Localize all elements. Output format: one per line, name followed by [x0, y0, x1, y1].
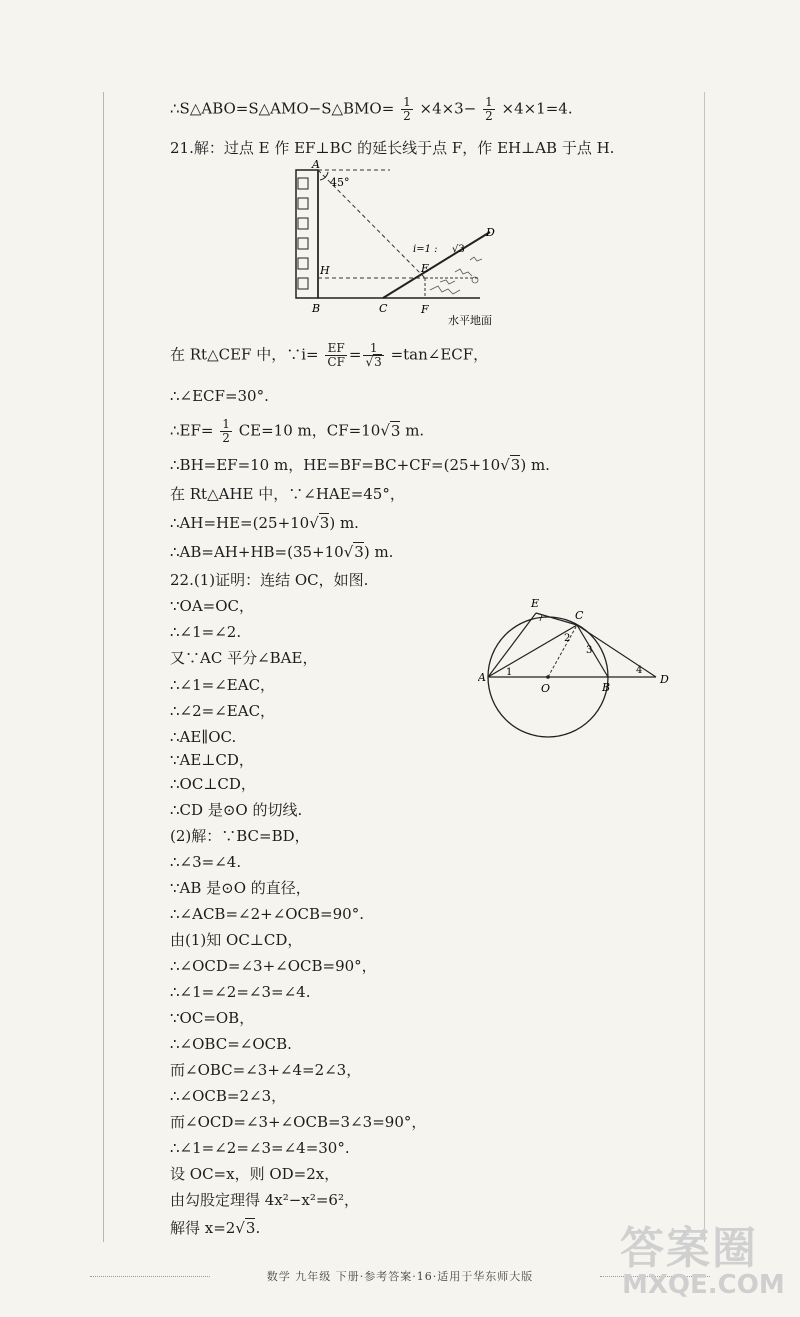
area-equation-end: ×4×1=4.: [501, 99, 573, 118]
proof-line: ∴∠1=∠2=∠3=∠4.: [170, 983, 311, 1001]
ef-over-cf-fraction: $\frac{EF}{CF}$: [327, 341, 345, 369]
angle-label-1: 1: [506, 667, 513, 678]
proof-line: 又∵AC 平分∠BAE，: [170, 649, 318, 667]
bh-he-line: ∴BH=EF=10 m，HE=BF=BC+CF=(25+10√3) m.: [170, 456, 550, 474]
label-D: D: [486, 226, 495, 239]
proof-line: 而∠OCD=∠3+∠OCB=3∠3=90°，: [170, 1113, 427, 1131]
label-B: B: [602, 681, 611, 694]
watermark-top-text: 答案圈: [620, 1223, 758, 1274]
proof-line: ∴OC⊥CD，: [170, 775, 256, 793]
proof-line: 设 OC=x，则 OD=2x，: [170, 1165, 340, 1183]
proof-line: ∴∠OCB=2∠3，: [170, 1087, 287, 1105]
label-C: C: [575, 609, 584, 622]
circle-tangent-figure: [478, 585, 698, 760]
label-C: C: [379, 302, 388, 315]
label-45-degree: 45°: [330, 176, 350, 189]
slope-ratio-root: √3: [452, 244, 465, 255]
proof-line: ∴∠2=∠EAC，: [170, 702, 276, 720]
label-D: D: [660, 673, 669, 686]
label-A: A: [312, 160, 320, 171]
label-E: E: [531, 597, 540, 610]
site-watermark: [612, 1200, 792, 1310]
q22-heading: 22.(1)证明：连结 OC，如图.: [170, 571, 369, 589]
label-H: H: [320, 264, 330, 277]
ab-result-line: ∴AB=AH+HB=(35+10√3) m.: [170, 543, 394, 561]
left-margin-rule: [103, 92, 104, 1242]
angle-label-4: 4: [636, 665, 643, 676]
proof-line: ∵OA=OC，: [170, 597, 255, 615]
rt-ahe-line: 在 Rt△AHE 中，∵∠HAE=45°，: [170, 485, 405, 503]
proof-line: ∴∠OCD=∠3+∠OCB=90°，: [170, 957, 377, 975]
proof-line: ∴CD 是⊙O 的切线.: [170, 801, 303, 819]
ground-label: 水平地面: [448, 314, 492, 327]
proof-line: ∵OC=OB，: [170, 1009, 255, 1027]
one-over-root3-fraction: $\frac{1}{√3}$: [365, 341, 382, 369]
label-O: O: [541, 682, 551, 695]
area-equation-start: ∴S△ABO=S△AMO−S△BMO=: [170, 99, 395, 118]
proof-line: (2)解：∵BC=BD，: [170, 827, 310, 845]
proof-line: 而∠OBC=∠3+∠4=2∠3，: [170, 1061, 362, 1079]
slope-building-figure: [290, 160, 520, 330]
proof-line: ∴∠1=∠2.: [170, 623, 242, 641]
half-fraction: $\frac{1}{2}$: [403, 95, 411, 123]
ef-cf-line: ∴EF= $\frac{1}{2}$ CE=10 m，CF=10√3 m.: [170, 417, 425, 445]
building-windows: [298, 178, 308, 289]
proof-line: ∴∠3=∠4.: [170, 853, 242, 871]
proof-line: ∴∠1=∠EAC，: [170, 676, 276, 694]
tan-equation-line: 在 Rt△CEF 中，∵i= $\frac{EF}{CF}$ = $\frac{1}{√3}$ =tan∠ECF，: [170, 341, 489, 369]
proof-line: ∴AE∥OC.: [170, 728, 237, 746]
solution-line: 解得 x=2√3.: [170, 1219, 261, 1237]
segment-CB: [577, 625, 608, 677]
ah-line: ∴AH=HE=(25+10√3) m.: [170, 514, 359, 532]
half-fraction: $\frac{1}{2}$: [222, 417, 230, 445]
slope-line-CD: [383, 232, 490, 298]
proof-line: ∴∠OBC=∠OCB.: [170, 1035, 292, 1053]
right-margin-rule: [704, 92, 705, 1242]
slope-ratio-label: i=1 :: [413, 244, 438, 255]
proof-line: 由勾股定理得 4x²−x²=6²，: [170, 1191, 359, 1209]
proof-line: ∴∠1=∠2=∠3=∠4=30°.: [170, 1139, 350, 1157]
area-equation-line: [170, 96, 573, 123]
proof-line: 由(1)知 OC⊥CD，: [170, 931, 303, 949]
angle-label-2: 2: [564, 633, 571, 644]
proof-line: ∵AB 是⊙O 的直径，: [170, 879, 311, 897]
label-F: F: [421, 303, 429, 316]
watermark-bottom-text: MXQE.COM: [622, 1270, 785, 1300]
center-point-O: [546, 675, 550, 679]
angle-label-3: 3: [586, 645, 593, 656]
label-B: B: [312, 302, 321, 315]
page-footer: 数学 九年级 下册·参考答案·16·适用于华东师大版: [266, 1270, 534, 1283]
angle-ecf-line: ∴∠ECF=30°.: [170, 387, 269, 405]
label-A: A: [478, 671, 486, 684]
label-E: E: [421, 262, 430, 275]
proof-line: ∵AE⊥CD，: [170, 751, 254, 769]
half-fraction: $\frac{1}{2}$: [485, 95, 493, 123]
slope-hatching: [430, 257, 482, 294]
proof-line: ∴∠ACB=∠2+∠OCB=90°.: [170, 905, 364, 923]
area-equation-mid: ×4×3−: [419, 99, 477, 118]
q21-heading: 21.解：过点 E 作 EF⊥BC 的延长线于点 F，作 EH⊥AB 于点 H.: [170, 139, 615, 157]
